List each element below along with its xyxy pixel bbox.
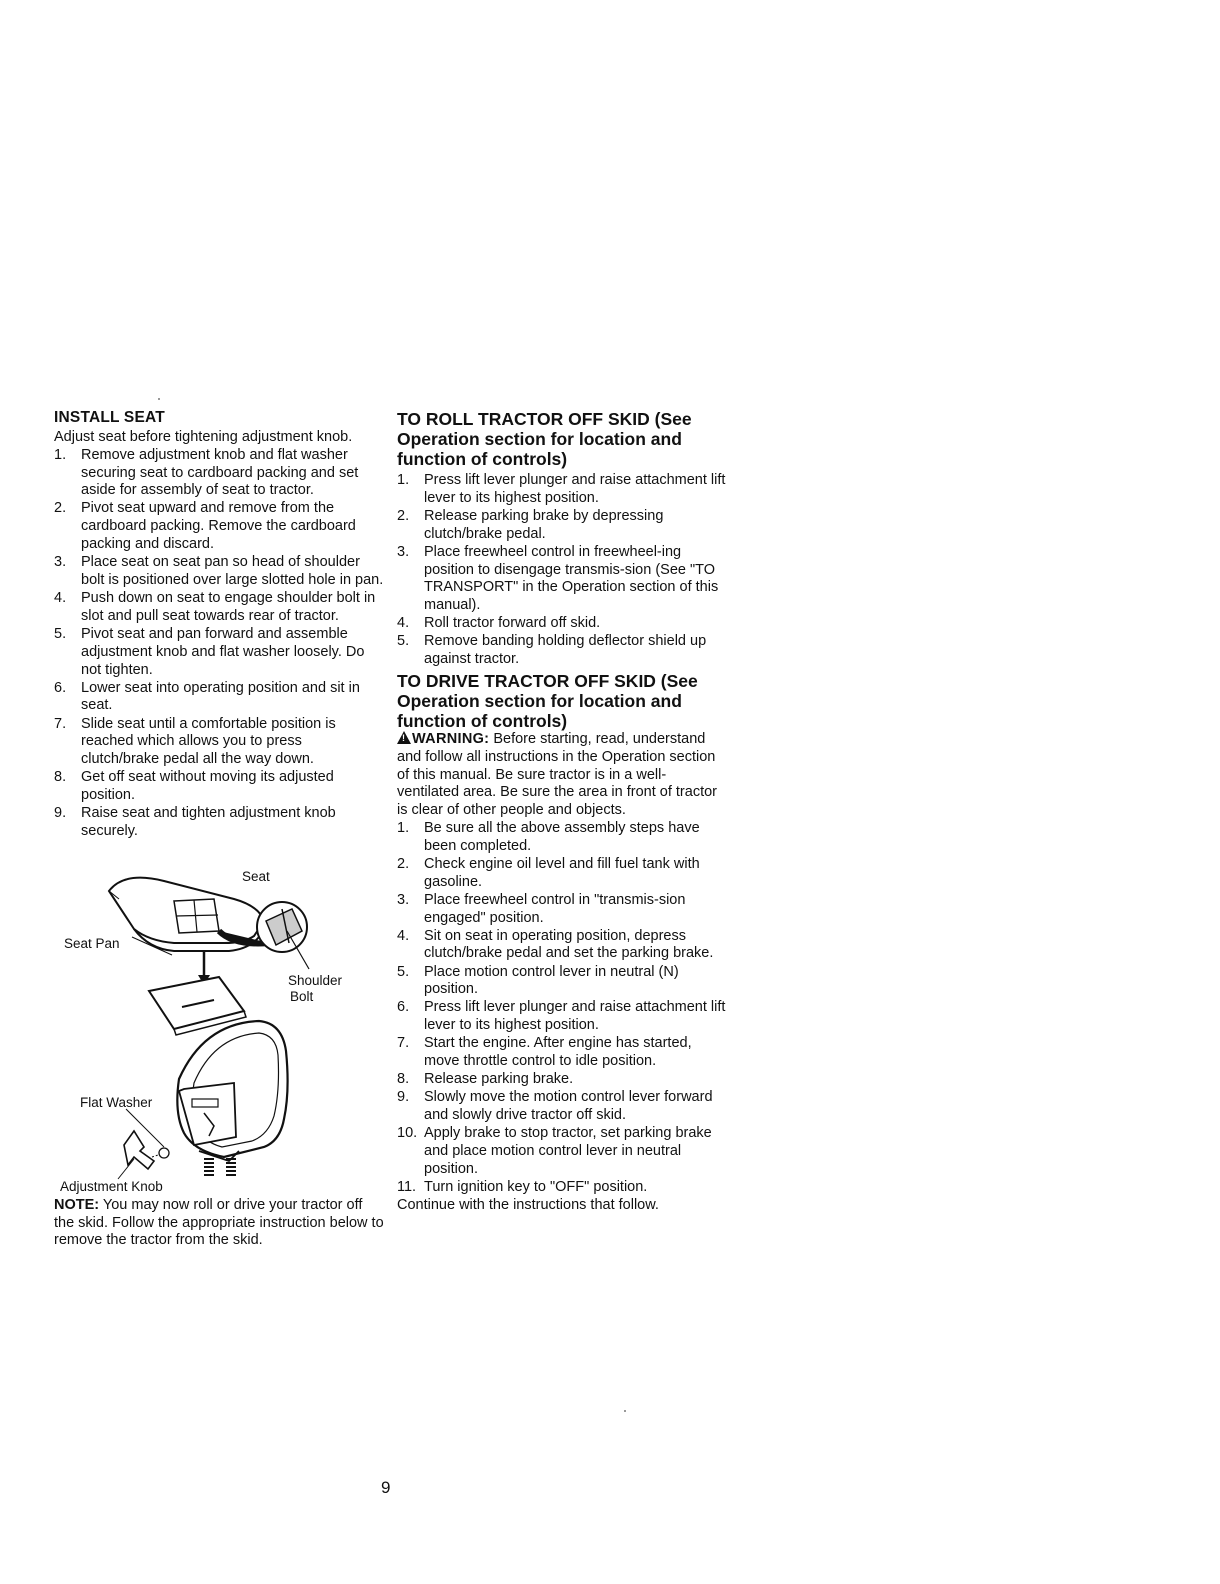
note-paragraph — [54, 1197, 384, 1250]
note-text: You may now roll or drive your tractor off the skid. Follow the appropriate instruction below to remove the tractor from the skid. — [54, 1196, 384, 1249]
note-label: NOTE: — [54, 1196, 100, 1213]
list-item — [54, 805, 384, 841]
step-number: 3. — [397, 543, 410, 560]
step-text: Check engine oil level and fill fuel tank with gasoline. — [424, 855, 700, 890]
step-text: Slide seat until a comfortable position is reached which allows you to press clutch/brake pedal all the way down. — [81, 715, 336, 768]
step-number: 4. — [54, 590, 67, 607]
list-item — [397, 999, 727, 1035]
adjustment-knob-label: Adjustment Knob — [60, 1178, 163, 1194]
step-text: Place freewheel control in "transmis-sion engaged" position. — [424, 891, 686, 926]
step-number: 9. — [54, 805, 67, 822]
step-text: Press lift lever plunger and raise attachment lift lever to its highest position. — [424, 472, 726, 506]
shoulder-label: Shoulder — [288, 972, 343, 988]
list-item — [54, 590, 384, 626]
warning-label: WARNING: — [412, 730, 490, 747]
seat-assembly-figure — [54, 851, 384, 1194]
step-number: 7. — [54, 715, 67, 732]
drive-off-heading: TO DRIVE TRACTOR OFF SKID (See Operation section for location and function of controls) — [397, 670, 698, 731]
step-text: Start the engine. After engine has started, move throttle control to idle position. — [424, 1035, 692, 1070]
step-number: 6. — [54, 679, 67, 696]
list-item — [54, 716, 384, 769]
seat-label: Seat — [242, 868, 270, 884]
step-text: Sit on seat in operating position, depress clutch/brake pedal and set the parking brake. — [424, 927, 714, 962]
step-number: 2. — [54, 500, 67, 517]
warning-icon — [397, 731, 411, 744]
seat-pan-label: Seat Pan — [64, 935, 120, 951]
list-item — [397, 472, 727, 508]
list-item — [54, 626, 384, 679]
left-column — [54, 409, 384, 1250]
scan-speck — [624, 1410, 626, 1412]
list-item — [54, 680, 384, 716]
step-text: Release parking brake. — [424, 1071, 574, 1088]
step-number: 8. — [397, 1071, 410, 1088]
step-text: Pivot seat and pan forward and assemble adjustment knob and flat washer loosely. Do not tighten. — [81, 625, 365, 678]
list-item — [54, 769, 384, 805]
roll-off-heading: TO ROLL TRACTOR OFF SKID (See Operation section for location and function of controls) — [397, 409, 692, 469]
warning-text: Before starting, read, understand and follow all instructions in the Operation section of this manual. Be sure tractor is in a well-ventilated area. Be sure the area in front of tractor is clear of other people and objects. — [397, 730, 717, 819]
install-seat-intro: Adjust seat before tightening adjustment knob. — [54, 429, 353, 445]
list-item — [397, 508, 727, 544]
install-seat-heading: INSTALL SEAT — [54, 409, 165, 426]
step-text: Press lift lever plunger and raise attachment lift lever to its highest position. — [424, 999, 726, 1034]
step-text: Roll tractor forward off skid. — [424, 615, 601, 632]
step-text: Slowly move the motion control lever forward and slowly drive tractor off skid. — [424, 1089, 713, 1124]
step-text: Lower seat into operating position and sit in seat. — [81, 679, 360, 714]
step-number: 2. — [397, 855, 410, 872]
list-item — [397, 1035, 727, 1071]
step-number: 4. — [397, 615, 410, 632]
list-item — [54, 500, 384, 553]
list-item — [397, 1089, 727, 1125]
list-item — [397, 1125, 727, 1178]
step-number: 6. — [397, 999, 410, 1016]
step-text: Release parking brake by depressing clutch/brake pedal. — [424, 507, 664, 542]
step-number: 1. — [54, 446, 67, 463]
roll-off-steps — [397, 472, 727, 669]
closing-text: Continue with the instructions that follow. — [397, 1196, 659, 1213]
step-text: Raise seat and tighten adjustment knob securely. — [81, 805, 336, 839]
step-number: 5. — [397, 633, 410, 650]
list-item — [54, 447, 384, 500]
step-number: 4. — [397, 927, 410, 944]
step-text: Get off seat without moving its adjusted position. — [81, 769, 334, 804]
warning-paragraph — [397, 731, 727, 820]
step-text: Place motion control lever in neutral (N) position. — [424, 963, 679, 998]
step-number: 2. — [397, 507, 410, 524]
list-item — [397, 928, 727, 964]
list-item — [397, 1071, 727, 1089]
drive-off-steps — [397, 820, 727, 1197]
page-number: 9 — [381, 1478, 391, 1497]
step-number: 5. — [54, 625, 67, 642]
list-item — [397, 615, 727, 633]
step-text: Place seat on seat pan so head of shoulder bolt is positioned over large slotted hole in pan. — [81, 554, 384, 588]
step-text: Remove banding holding deflector shield up against tractor. — [424, 633, 707, 668]
step-text: Push down on seat to engage shoulder bolt in slot and pull seat towards rear of tractor. — [81, 590, 376, 624]
list-item — [397, 892, 727, 928]
list-item — [397, 1179, 727, 1197]
step-number: 11. — [397, 1178, 417, 1195]
step-number: 1. — [397, 472, 410, 488]
step-text: Turn ignition key to "OFF" position. — [424, 1178, 648, 1195]
step-number: 10. — [397, 1125, 418, 1142]
step-text: Remove adjustment knob and flat washer securing seat to cardboard packing and set aside for assembly of seat to tractor. — [81, 446, 359, 499]
step-number: 5. — [397, 963, 410, 980]
list-item — [397, 633, 727, 669]
step-text: Pivot seat upward and remove from the cardboard packing. Remove the cardboard packing and discard. — [81, 500, 356, 553]
list-item — [397, 856, 727, 892]
seat-assembly-illustration — [54, 851, 384, 1191]
step-text: Be sure all the above assembly steps have been completed. — [424, 819, 700, 854]
scan-speck — [158, 398, 160, 400]
step-number: 3. — [54, 554, 67, 571]
step-text: Apply brake to stop tractor, set parking brake and place motion control lever in neutral position. — [424, 1125, 712, 1177]
step-number: 1. — [397, 819, 410, 836]
list-item — [54, 554, 384, 590]
step-number: 7. — [397, 1035, 410, 1052]
list-item — [397, 820, 727, 856]
list-item — [397, 964, 727, 1000]
bolt-label: Bolt — [290, 988, 314, 1004]
right-column — [397, 409, 727, 1215]
step-number: 9. — [397, 1089, 410, 1106]
step-number: 3. — [397, 891, 410, 908]
flat-washer-label: Flat Washer — [80, 1094, 153, 1110]
step-text: Place freewheel control in freewheel-ing position to disengage transmis-sion (See "TO TRANSPORT" in the Operation section of this manual). — [424, 543, 719, 614]
install-seat-steps — [54, 447, 384, 841]
list-item — [397, 544, 727, 615]
step-number: 8. — [54, 769, 67, 786]
